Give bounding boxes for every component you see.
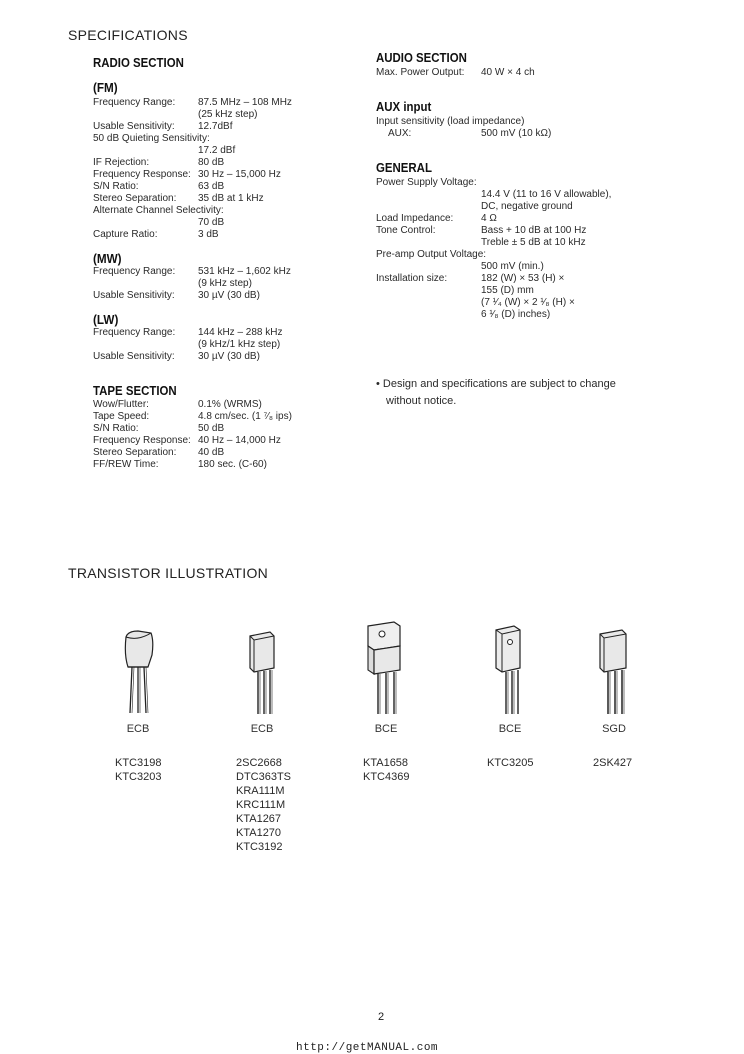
fm-heading: (FM) bbox=[93, 80, 118, 95]
fet-transistor-icon bbox=[594, 626, 634, 716]
to92-transistor-icon bbox=[118, 625, 158, 715]
audio-power-value: 40 W × 4 ch bbox=[481, 67, 535, 78]
part-number: KRC111M bbox=[236, 799, 286, 811]
radio-section-heading: RADIO SECTION bbox=[93, 55, 184, 70]
spec-value: 180 sec. (C-60) bbox=[198, 459, 267, 470]
spec-row bbox=[376, 237, 676, 249]
spec-value: 4 Ω bbox=[481, 213, 497, 224]
spec-value: 12.7dBf bbox=[198, 121, 233, 132]
spec-row bbox=[93, 145, 353, 157]
spec-row bbox=[93, 229, 353, 241]
spec-label: Stereo Separation: bbox=[93, 447, 177, 458]
spec-label: FF/REW Time: bbox=[93, 459, 159, 470]
tape-section-heading: TAPE SECTION bbox=[93, 383, 177, 398]
spec-label: Wow/Flutter: bbox=[93, 399, 149, 410]
spec-value: 30 µV (30 dB) bbox=[198, 290, 260, 301]
spec-row bbox=[93, 181, 353, 193]
spec-row bbox=[93, 97, 353, 109]
spec-value: Bass + 10 dB at 100 Hz bbox=[481, 225, 587, 236]
spec-row bbox=[93, 109, 353, 121]
spec-value: DC, negative ground bbox=[481, 201, 573, 212]
transistor-3-parts bbox=[363, 756, 409, 784]
part-number: KTC3203 bbox=[115, 771, 162, 783]
tab-transistor-icon bbox=[490, 620, 526, 716]
spec-label: Usable Sensitivity: bbox=[93, 351, 175, 362]
spec-row bbox=[376, 225, 676, 237]
transistor-1-parts bbox=[115, 756, 161, 784]
spec-label: Frequency Response: bbox=[93, 435, 191, 446]
mw-spec-list bbox=[93, 266, 353, 302]
part-number: KTC4369 bbox=[363, 771, 410, 783]
aux-heading: AUX input bbox=[376, 99, 432, 114]
spec-label: Frequency Response: bbox=[93, 169, 191, 180]
spec-row bbox=[93, 435, 353, 447]
audio-power-label: Max. Power Output: bbox=[376, 67, 465, 78]
spec-row bbox=[93, 447, 353, 459]
spec-label: S/N Ratio: bbox=[93, 423, 139, 434]
spec-row bbox=[376, 309, 676, 321]
spec-row bbox=[376, 177, 676, 189]
aux-description: Input sensitivity (load impedance) bbox=[376, 116, 525, 127]
part-number: KTC3205 bbox=[487, 757, 534, 769]
transistor-2-parts bbox=[236, 756, 291, 854]
spec-row bbox=[376, 261, 676, 273]
spec-value: 40 dB bbox=[198, 447, 225, 458]
spec-row bbox=[93, 169, 353, 181]
to126-transistor-icon bbox=[244, 628, 280, 716]
mw-heading: (MW) bbox=[93, 251, 122, 266]
spec-value: 17.2 dBf bbox=[198, 145, 236, 156]
spec-value: Treble ± 5 dB at 10 kHz bbox=[481, 237, 586, 248]
footer-url[interactable]: http://getMANUAL.com bbox=[296, 1042, 439, 1054]
spec-row bbox=[93, 351, 353, 363]
tape-spec-list bbox=[93, 399, 353, 471]
spec-value: 144 kHz – 288 kHz bbox=[198, 327, 283, 338]
spec-value: 14.4 V (11 to 16 V allowable), bbox=[481, 189, 612, 200]
spec-label: Frequency Range: bbox=[93, 327, 176, 338]
spec-value: (9 kHz step) bbox=[198, 278, 252, 289]
lw-heading: (LW) bbox=[93, 312, 119, 327]
part-number: KTA1270 bbox=[236, 827, 282, 839]
aux-label: AUX: bbox=[388, 128, 412, 139]
spec-row bbox=[376, 297, 676, 309]
transistor-2-pins: ECB bbox=[250, 723, 274, 735]
spec-row bbox=[93, 459, 353, 471]
to220-transistor-icon bbox=[362, 618, 404, 716]
spec-value: 6 ¹⁄₈ (D) inches) bbox=[481, 309, 551, 320]
spec-label: Pre-amp Output Voltage: bbox=[376, 249, 487, 260]
spec-value: (7 ¹⁄₄ (W) × 2 ¹⁄₈ (H) × bbox=[481, 297, 575, 308]
spec-row bbox=[93, 290, 353, 302]
spec-value: 87.5 MHz – 108 MHz bbox=[198, 97, 292, 108]
spec-label: Load Impedance: bbox=[376, 213, 454, 224]
spec-row bbox=[376, 285, 676, 297]
lw-spec-list bbox=[93, 327, 353, 363]
transistor-1-pins: ECB bbox=[126, 723, 150, 735]
spec-row bbox=[93, 157, 353, 169]
spec-value: 0.1% (WRMS) bbox=[198, 399, 262, 410]
spec-row bbox=[93, 205, 353, 217]
spec-value: 80 dB bbox=[198, 157, 225, 168]
spec-row bbox=[93, 278, 353, 290]
spec-row bbox=[376, 201, 676, 213]
audio-section-heading: AUDIO SECTION bbox=[376, 50, 467, 65]
spec-row bbox=[93, 217, 353, 229]
spec-value: 35 dB at 1 kHz bbox=[198, 193, 264, 204]
spec-row bbox=[93, 339, 353, 351]
note-line-1: • Design and specifications are subject to change bbox=[376, 378, 616, 390]
spec-value: 182 (W) × 53 (H) × bbox=[481, 273, 565, 284]
spec-row bbox=[93, 266, 353, 278]
spec-row bbox=[93, 411, 353, 423]
spec-row bbox=[93, 423, 353, 435]
spec-label: Capture Ratio: bbox=[93, 229, 158, 240]
part-number: DTC363TS bbox=[236, 771, 292, 783]
spec-label: Frequency Range: bbox=[93, 266, 176, 277]
spec-value: 4.8 cm/sec. (1 ⁷⁄₈ ips) bbox=[198, 411, 292, 422]
spec-value: 155 (D) mm bbox=[481, 285, 534, 296]
transistor-5-parts bbox=[593, 756, 632, 770]
spec-row bbox=[93, 327, 353, 339]
transistor-4-pins: BCE bbox=[498, 723, 522, 735]
spec-label: Alternate Channel Selectivity: bbox=[93, 205, 224, 216]
part-number: KTA1267 bbox=[236, 813, 282, 825]
spec-label: Installation size: bbox=[376, 273, 448, 284]
spec-row bbox=[376, 189, 676, 201]
part-number: KTC3192 bbox=[236, 841, 283, 853]
part-number: 2SC2668 bbox=[236, 757, 282, 769]
part-number: 2SK427 bbox=[593, 757, 633, 769]
transistor-4-parts bbox=[487, 756, 533, 770]
spec-value: 531 kHz – 1,602 kHz bbox=[198, 266, 291, 277]
part-number: KTA1658 bbox=[363, 757, 409, 769]
spec-value: 63 dB bbox=[198, 181, 225, 192]
page-number: 2 bbox=[378, 1011, 385, 1023]
fm-spec-list bbox=[93, 97, 353, 241]
spec-label: Usable Sensitivity: bbox=[93, 121, 175, 132]
spec-row bbox=[93, 121, 353, 133]
spec-row bbox=[376, 249, 676, 261]
spec-row bbox=[93, 399, 353, 411]
spec-value: 3 dB bbox=[198, 229, 219, 240]
spec-label: Power Supply Voltage: bbox=[376, 177, 477, 188]
spec-row bbox=[376, 213, 676, 225]
note-line-2: without notice. bbox=[386, 395, 457, 407]
transistor-section-title: TRANSISTOR ILLUSTRATION bbox=[68, 565, 269, 581]
spec-label: Frequency Range: bbox=[93, 97, 176, 108]
spec-row bbox=[93, 133, 353, 145]
spec-value: 30 Hz – 15,000 Hz bbox=[198, 169, 281, 180]
spec-label: S/N Ratio: bbox=[93, 181, 139, 192]
spec-label: Tone Control: bbox=[376, 225, 436, 236]
aux-value: 500 mV (10 kΩ) bbox=[481, 128, 552, 139]
spec-value: 50 dB bbox=[198, 423, 225, 434]
spec-label: Stereo Separation: bbox=[93, 193, 177, 204]
transistor-5-pins: SGD bbox=[602, 723, 626, 735]
transistor-3-pins: BCE bbox=[374, 723, 398, 735]
part-number: KRA111M bbox=[236, 785, 285, 797]
spec-label: Usable Sensitivity: bbox=[93, 290, 175, 301]
page-title: SPECIFICATIONS bbox=[68, 27, 188, 43]
spec-label: IF Rejection: bbox=[93, 157, 150, 168]
spec-row bbox=[376, 273, 676, 285]
general-spec-list bbox=[376, 177, 676, 321]
part-number: KTC3198 bbox=[115, 757, 162, 769]
spec-value: 70 dB bbox=[198, 217, 225, 228]
spec-row bbox=[93, 193, 353, 205]
spec-label: 50 dB Quieting Sensitivity: bbox=[93, 133, 210, 144]
spec-value: 40 Hz – 14,000 Hz bbox=[198, 435, 281, 446]
spec-value: 30 µV (30 dB) bbox=[198, 351, 260, 362]
spec-label: Tape Speed: bbox=[93, 411, 150, 422]
spec-value: (25 kHz step) bbox=[198, 109, 258, 120]
general-heading: GENERAL bbox=[376, 160, 432, 175]
spec-value: (9 kHz/1 kHz step) bbox=[198, 339, 281, 350]
spec-value: 500 mV (min.) bbox=[481, 261, 544, 272]
